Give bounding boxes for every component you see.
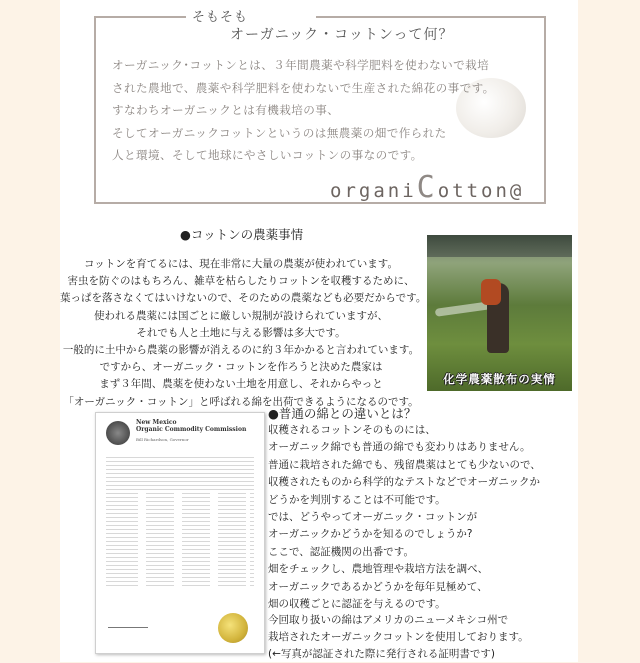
pesticide-line: それでも人と土地に与える影響は多大です。 <box>136 326 346 339</box>
certificate-subtitle: Bill Richardson, Governor <box>136 437 189 442</box>
pesticide-body <box>60 256 427 411</box>
difference-line: オーガニックかどうかを知るのでしょうか? <box>268 528 473 541</box>
difference-line: 畑の収穫ごとに認証を与えるのです。 <box>268 598 446 611</box>
pesticide-section-title: ●コットンの農薬事情 <box>180 227 304 242</box>
certificate-title-line2: Organic Commodity Commission <box>136 426 247 433</box>
intro-subtitle: そもそも <box>192 10 249 25</box>
intro-line: 人と環境、そして地球にやさしいコットンの事なのです。 <box>112 148 423 162</box>
intro-line: そしてオーガニックコットンというのは無農薬の畑で作られた <box>112 125 447 140</box>
photo-trees <box>427 235 572 257</box>
pesticide-line: 「オーガニック・コットン」と呼ばれる綿を出荷できるようになるのです。 <box>63 395 419 408</box>
certificate-signature <box>108 617 148 628</box>
certificate-gold-seal <box>218 613 248 643</box>
intro-line: された農地で、農薬や科学肥料を使わないで生産された綿花の事です。 <box>112 80 495 95</box>
difference-line: オーガニック綿でも普通の綿でも変わりはありません。 <box>268 441 531 454</box>
certificate-state-seal <box>106 421 130 445</box>
photo-sprayer-tank <box>481 279 501 305</box>
difference-line: オーガニックであるかどうかを毎年見極めて、 <box>268 580 488 593</box>
logo-letter-c: C <box>416 170 438 205</box>
certificate-title <box>136 419 246 433</box>
difference-line: では、どうやってオーガニック・コットンが <box>268 511 478 524</box>
intro-line: すなわちオーガニックとは有機栽培の事、 <box>112 103 340 117</box>
logo-text-part1: organi <box>330 180 417 202</box>
difference-section-title: ●普通の綿との違いとは？ <box>268 406 417 421</box>
difference-line: 収穫されたものから科学的なテストなどでオーガニックか <box>268 476 540 489</box>
pesticide-line: 害虫を防ぐのはもちろん、雑草を枯らしたりコットンを収穫するために、 <box>67 275 415 288</box>
intro-title: オーガニック・コットンって何？ <box>230 27 454 43</box>
difference-line: どうかを判別することは不可能です。 <box>268 493 446 506</box>
origin-body <box>268 612 568 663</box>
intro-line: オーガニック･コットンとは、３年間農薬や科学肥料を使わないで栽培 <box>112 58 490 72</box>
difference-line: 普通に栽培された綿でも、残留農薬はとても少ないので、 <box>268 458 541 471</box>
difference-line: 収穫されるコットンそのものには、 <box>268 424 436 436</box>
certificate-title-line1: New Mexico <box>136 419 177 426</box>
organic-cotton-logo <box>330 170 524 205</box>
difference-line: ここで、認証機関の出番です。 <box>268 545 414 558</box>
pesticide-line: 一般的に土中から農薬の影響が消えるのに約３年かかると言われています。 <box>62 344 420 357</box>
certificate-columns <box>110 493 250 589</box>
pesticide-line: 使われる農薬には国ごとに厳しい規制が設けられていますが、 <box>94 309 388 322</box>
difference-body <box>268 422 568 613</box>
origin-line: 今回取り扱いの綿はアメリカのニューメキシコ州で <box>268 614 509 626</box>
pesticide-line: ですから、オーガニック・コットンを作ろうと決めた農家は <box>99 361 383 374</box>
origin-line: (←写真が認証された際に発行される証明書です) <box>268 648 495 660</box>
pesticide-line: 葉っぱを落さなくてはいけないので、そのための農薬なども必要だからです。 <box>60 292 427 305</box>
certificate-image <box>95 412 265 654</box>
logo-text-part2: otton@ <box>437 180 525 202</box>
intro-body <box>112 54 542 167</box>
origin-line: 栽培されたオーガニックコットンを使用しております。 <box>268 631 529 643</box>
photo-caption: 化学農薬散布の実情 <box>443 372 556 386</box>
pesticide-spraying-photo <box>427 235 572 391</box>
pesticide-line: まず３年間、農薬を使わない土地を用意し、それからやっと <box>99 378 383 391</box>
pesticide-line: コットンを育てるには、現在非常に大量の農薬が使われています。 <box>84 258 398 270</box>
difference-line: 畑をチェックし、農地管理や栽培方法を調べ、 <box>268 563 489 576</box>
